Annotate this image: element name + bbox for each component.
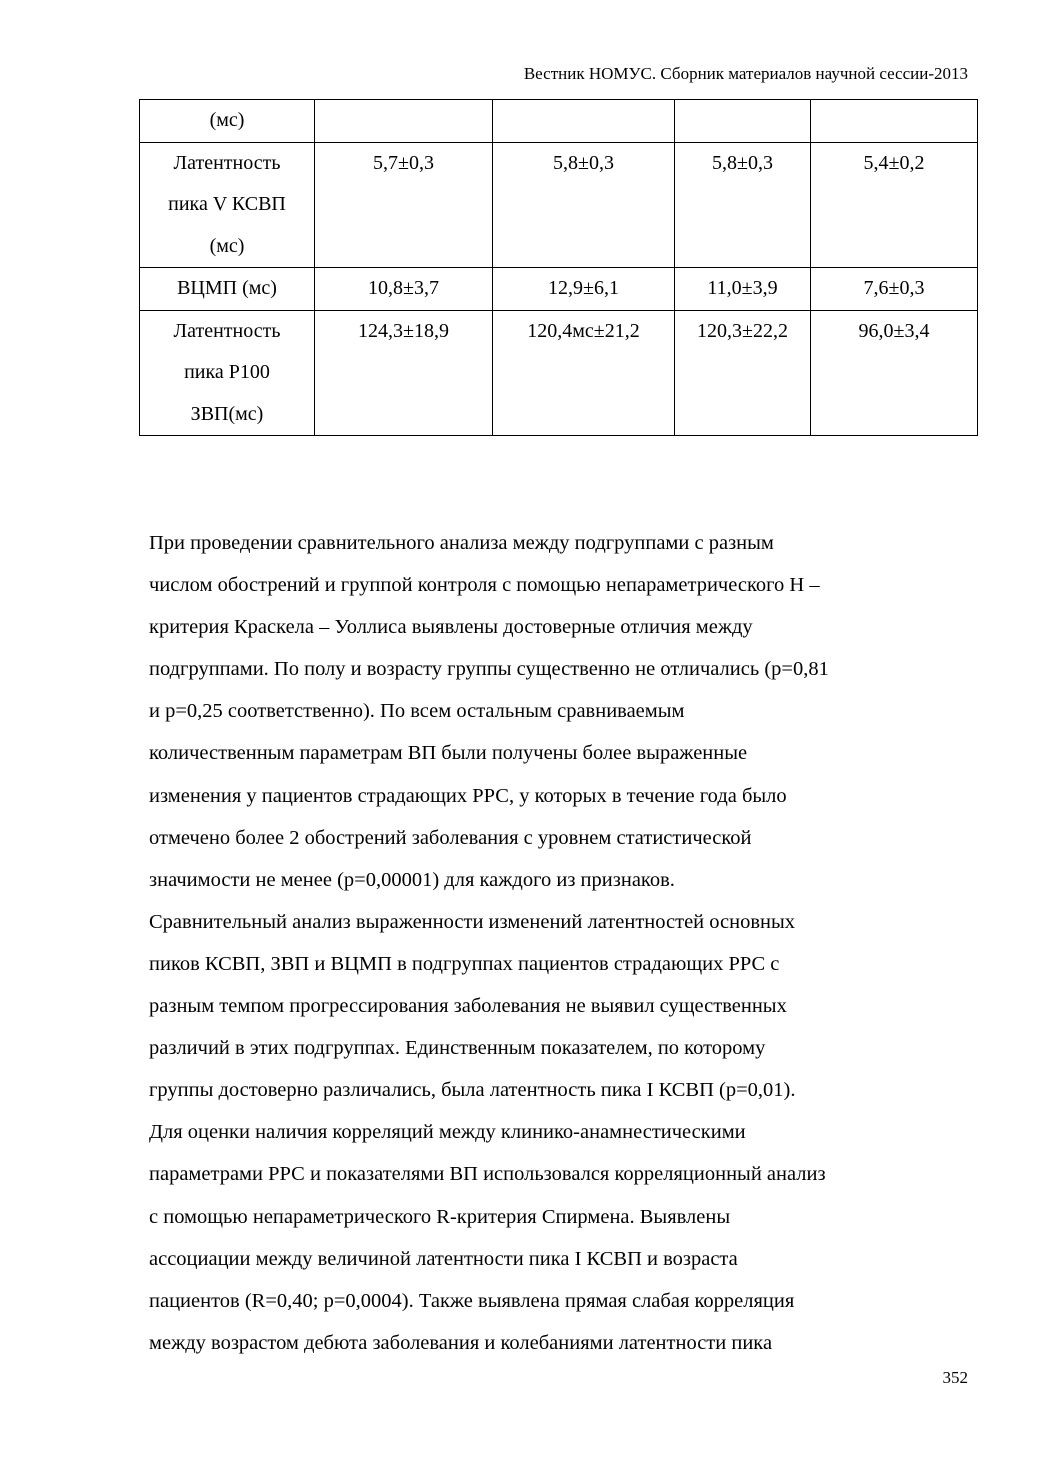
row-label-cell bbox=[140, 268, 315, 311]
text-line: Для оценки наличия корреляций между клинико-анамнестическими bbox=[149, 1121, 746, 1144]
results-table bbox=[139, 99, 978, 436]
table-row bbox=[140, 142, 978, 268]
value-cell: 96,0±3,4 bbox=[811, 310, 978, 436]
text-line: подгруппами. По полу и возрасту группы существенно не отличались (p=0,81 bbox=[149, 658, 829, 681]
text-line: количественным параметрам ВП были получены более выраженные bbox=[149, 742, 748, 765]
value-cell: 120,3±22,2 bbox=[675, 310, 811, 436]
table-row bbox=[140, 268, 978, 311]
text-line: разным темпом прогрессирования заболевания не выявил существенных bbox=[149, 995, 787, 1018]
text-line: группы достоверно различались, была латентность пика I КСВП (p=0,01). bbox=[149, 1079, 796, 1102]
row-label-line: пика P100 bbox=[184, 361, 270, 383]
table-row bbox=[140, 100, 978, 143]
running-header: Вестник НОМУС. Сборник материалов научной сессии-2013 bbox=[523, 64, 968, 83]
value-cell: 120,4мс±21,2 bbox=[493, 310, 675, 436]
text-line: отмечено более 2 обострений заболевания с уровнем статистической bbox=[149, 826, 752, 849]
text-line: изменения у пациентов страдающих РРС, у которых в течение года было bbox=[149, 784, 787, 807]
text-line: При проведении сравнительного анализа между подгруппами с разным bbox=[149, 532, 774, 554]
value-cell: 5,8±0,3 bbox=[675, 142, 811, 268]
row-label-line: ВЦМП (мс) bbox=[177, 277, 277, 299]
row-label-cell bbox=[140, 142, 315, 268]
text-line: числом обострений и группой контроля с помощью непараметрического Н – bbox=[149, 574, 820, 597]
text-line: параметрами РРС и показателями ВП использовался корреляционный анализ bbox=[149, 1163, 826, 1186]
value-cell: 11,0±3,9 bbox=[675, 268, 811, 311]
row-label-cell bbox=[140, 310, 315, 436]
row-label-line: (мс) bbox=[209, 234, 245, 257]
value-cell bbox=[811, 100, 978, 143]
value-cell bbox=[315, 100, 493, 143]
row-label-line: пика V КСВП bbox=[168, 193, 286, 215]
text-line: и p=0,25 соответственно). По всем остальным сравниваемым bbox=[149, 700, 685, 723]
row-label-line: Латентность bbox=[173, 319, 281, 342]
value-cell: 5,7±0,3 bbox=[315, 142, 493, 268]
row-label-line: ЗВП(мс) bbox=[190, 402, 264, 425]
row-label-line: Латентность bbox=[173, 151, 281, 174]
text-line: пиков КСВП, ЗВП и ВЦМП в подгруппах пациентов страдающих РРС с bbox=[149, 952, 780, 975]
value-cell bbox=[675, 100, 811, 143]
text-line: с помощью непараметрического R-критерия Спирмена. Выявлены bbox=[149, 1205, 731, 1228]
text-line: значимости не менее (p=0,00001) для каждого из признаков. bbox=[149, 868, 675, 891]
value-cell: 5,8±0,3 bbox=[493, 142, 675, 268]
value-cell: 5,4±0,2 bbox=[811, 142, 978, 268]
body-paragraph bbox=[149, 522, 979, 1364]
value-cell: 12,9±6,1 bbox=[493, 268, 675, 311]
row-label-line: (мс) bbox=[209, 109, 245, 131]
text-line: между возрастом дебюта заболевания и колебаниями латентности пика bbox=[149, 1331, 773, 1354]
table-row bbox=[140, 310, 978, 436]
text-line: ассоциации между величиной латентности пика I КСВП и возраста bbox=[149, 1247, 738, 1270]
value-cell: 10,8±3,7 bbox=[315, 268, 493, 311]
text-line: критерия Краскела – Уоллиса выявлены достоверные отличия между bbox=[149, 616, 753, 639]
value-cell: 7,6±0,3 bbox=[811, 268, 978, 311]
value-cell: 124,3±18,9 bbox=[315, 310, 493, 436]
page-number: 352 bbox=[942, 1368, 968, 1387]
row-label-cell bbox=[140, 100, 315, 143]
value-cell bbox=[493, 100, 675, 143]
text-line: различий в этих подгруппах. Единственным показателем, по которому bbox=[149, 1037, 766, 1060]
text-line: пациентов (R=0,40; p=0,0004). Также выявлена прямая слабая корреляция bbox=[149, 1289, 795, 1312]
text-line: Сравнительный анализ выраженности изменений латентностей основных bbox=[149, 910, 796, 933]
